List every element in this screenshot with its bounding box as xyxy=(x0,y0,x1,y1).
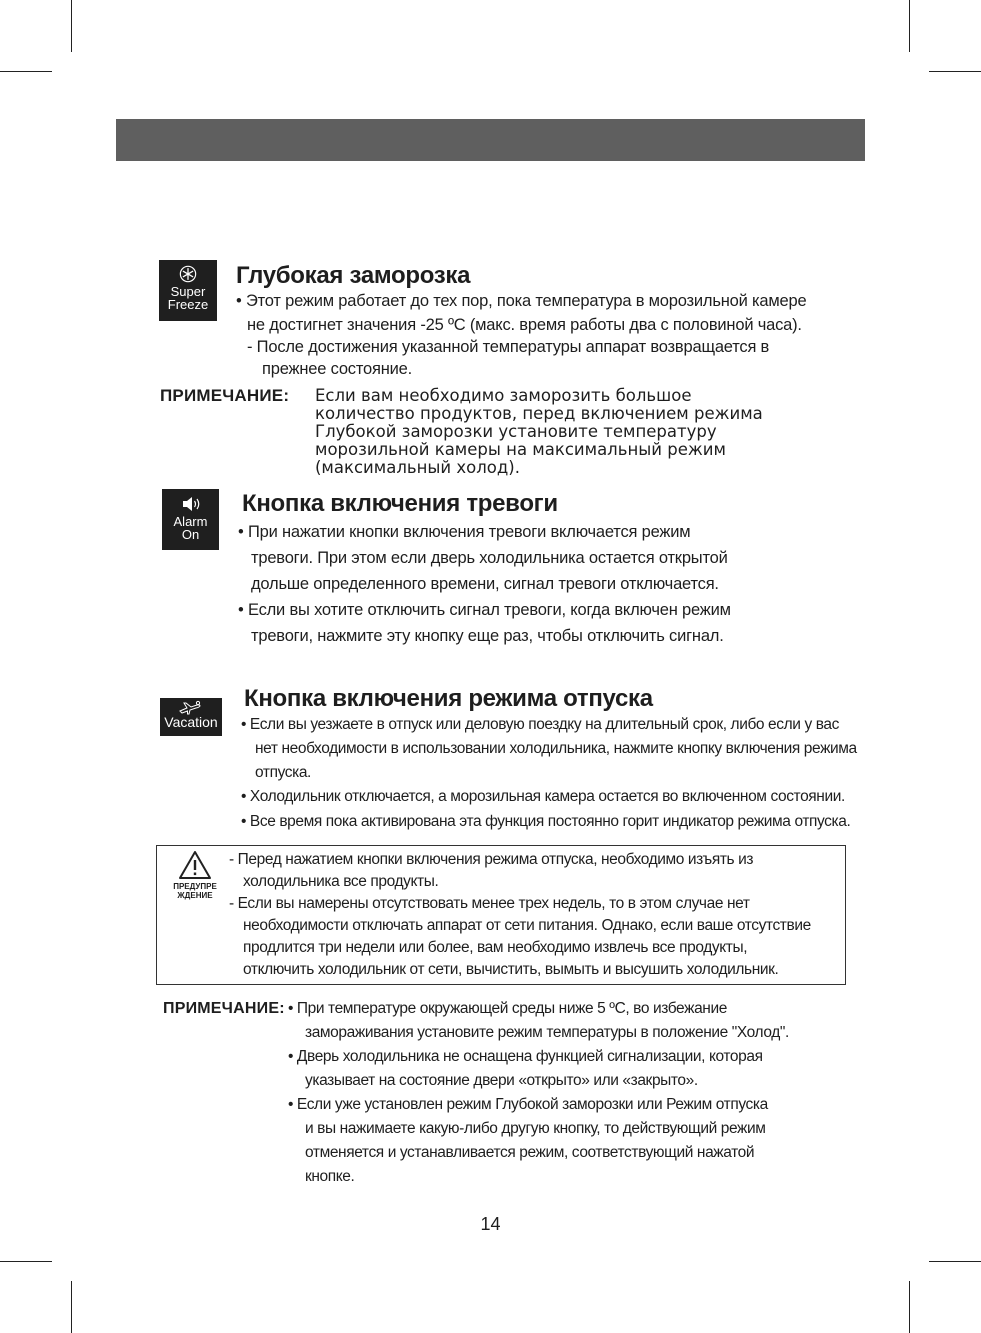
crop-mark xyxy=(909,1281,910,1333)
note-line: замораживания установите режим температуры в положение "Холод". xyxy=(305,1024,789,1041)
warning-label: ПРЕДУПРЕ ЖДЕНИЕ xyxy=(173,882,217,900)
body-line: • Все время пока активирована эта функция постоянно горит индикатор режима отпуска. xyxy=(241,813,851,830)
note-line: • Дверь холодильника не оснащена функцией сигнализации, которая xyxy=(288,1048,763,1065)
note-line: • При температуре окружающей среды ниже 5 ºС, во избежание xyxy=(288,1000,727,1017)
note-line: отменяется и устанавливается режим, соответствующий нажатой xyxy=(305,1144,755,1161)
alarm-button-icon xyxy=(162,489,219,550)
page-number: 14 xyxy=(480,1214,501,1234)
icon-label: Vacation xyxy=(164,714,218,730)
note-line: количество продуктов, перед включением режима xyxy=(315,404,763,423)
section-title: Кнопка включения тревоги xyxy=(242,490,558,517)
note-line: (максимальный холод). xyxy=(315,458,520,477)
note-line: морозильной камеры на максимальный режим xyxy=(315,440,726,459)
section-title: Глубокая заморозка xyxy=(236,262,471,289)
note-line: кнопке. xyxy=(305,1168,355,1185)
note-line: Глубокой заморозки установите температуру xyxy=(315,422,717,441)
body-line: • Холодильник отключается, а морозильная камера остается во включенном состоянии. xyxy=(241,788,845,805)
body-line: нет необходимости в использовании холодильника, нажмите кнопку включения режима xyxy=(255,740,857,757)
snowflake-icon xyxy=(179,265,197,283)
crop-mark xyxy=(71,0,72,52)
body-line: • Если вы хотите отключить сигнал тревоги, когда включен режим xyxy=(238,601,731,619)
warning-line: холодильника все продукты. xyxy=(243,873,439,890)
body-line: не достигнет значения -25 ºС (макс. время работы два с половиной часа). xyxy=(247,316,802,334)
note-label: ПРИМЕЧАНИЕ: xyxy=(163,1000,285,1017)
icon-label: Freeze xyxy=(167,297,209,312)
note-line: Если вам необходимо заморозить большое xyxy=(315,386,692,405)
warning-line: - Если вы намерены отсутствовать менее трех недель, то в этом случае нет xyxy=(229,895,750,912)
note-line: и вы нажимаете какую-либо другую кнопку, то действующий режим xyxy=(305,1120,766,1137)
crop-mark xyxy=(0,1261,52,1262)
warning-line: отключить холодильник от сети, вычистить, вымыть и высушить холодильник. xyxy=(243,961,779,978)
crop-mark xyxy=(71,1281,72,1333)
vacation-button-icon xyxy=(160,698,222,736)
body-line: • Этот режим работает до тех пор, пока температура в морозильной камере xyxy=(236,292,807,310)
note-line: указывает на состояние двери «открыто» или «закрыто». xyxy=(305,1072,698,1089)
header-band xyxy=(116,119,865,161)
body-line: тревоги, нажмите эту кнопку еще раз, чтобы отключить сигнал. xyxy=(251,627,724,645)
icon-label: Alarm xyxy=(173,514,208,529)
warning-triangle-icon xyxy=(178,850,212,880)
section-title: Кнопка включения режима отпуска xyxy=(244,685,653,712)
icon-label: Super xyxy=(170,284,206,299)
speaker-icon xyxy=(180,496,202,512)
body-line: - После достижения указанной температуры аппарат возвращается в xyxy=(247,338,770,356)
body-line: • При нажатии кнопки включения тревоги включается режим xyxy=(238,523,691,541)
crop-mark xyxy=(909,0,910,52)
warning-line: необходимости отключать аппарат от сети питания. Однако, если ваше отсутствие xyxy=(243,917,811,934)
body-line: прежнее состояние. xyxy=(262,360,413,378)
super-freeze-button-icon xyxy=(159,260,217,321)
body-line: тревоги. При этом если дверь холодильника остается открытой xyxy=(251,549,728,567)
note-label: ПРИМЕЧАНИЕ: xyxy=(160,386,290,405)
body-line: • Если вы уезжаете в отпуск или деловую поездку на длительный срок, либо если у вас xyxy=(241,716,839,733)
warning-line: продлится три недели или более, вам необходимо извлечь все продукты, xyxy=(243,939,748,956)
note-line: • Если уже установлен режим Глубокой заморозки или Режим отпуска xyxy=(288,1096,768,1113)
icon-label: On xyxy=(181,527,200,542)
warning-line: - Перед нажатием кнопки включения режима отпуска, необходимо изъять из xyxy=(229,851,754,868)
crop-mark xyxy=(929,1261,981,1262)
crop-mark xyxy=(929,71,981,72)
body-line: дольше определенного времени, сигнал тревоги отключается. xyxy=(251,575,719,593)
crop-mark xyxy=(0,71,52,72)
body-line: отпуска. xyxy=(255,764,311,781)
